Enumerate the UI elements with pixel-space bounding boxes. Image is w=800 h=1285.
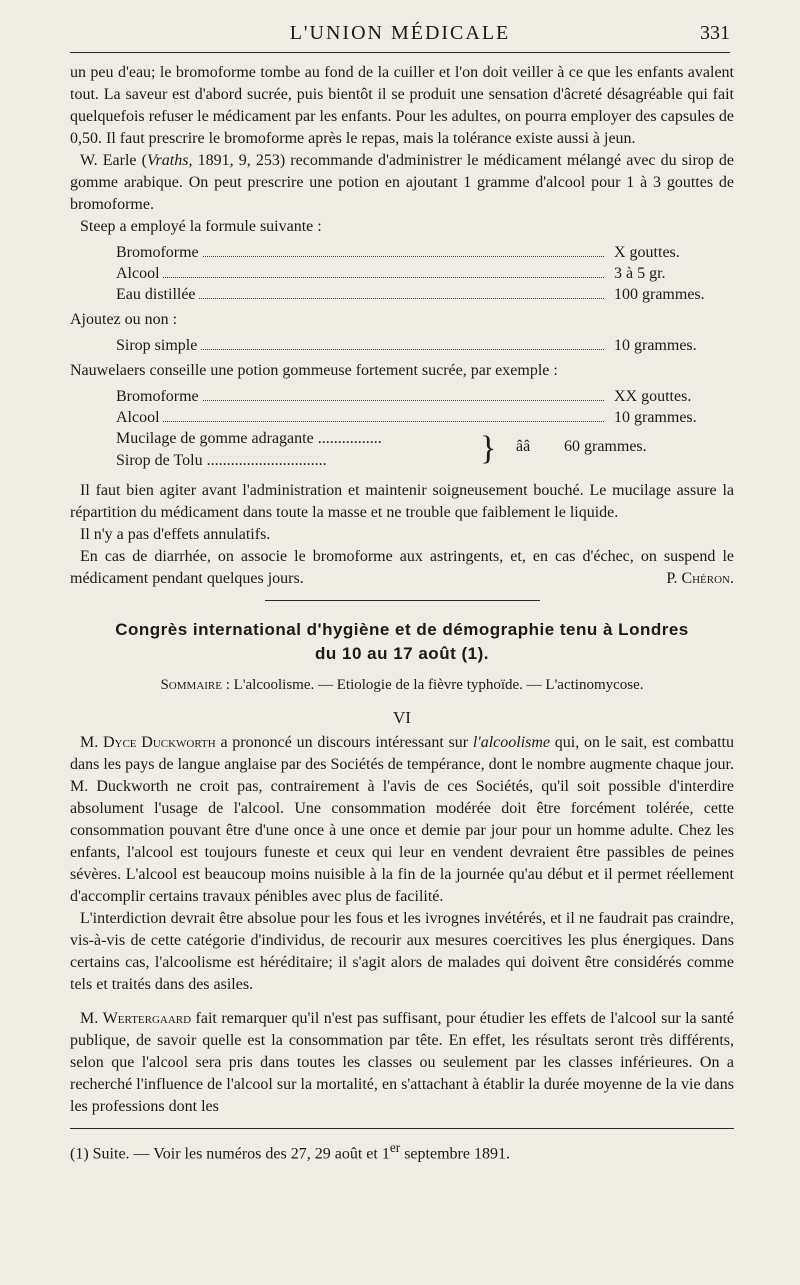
- section-title-line-2: du 10 au 17 août (1).: [315, 644, 489, 663]
- paragraph-wertergaard: [70, 1008, 734, 1118]
- ingredient-label: Alcool: [116, 409, 163, 426]
- ingredient-amount: XX gouttes.: [614, 388, 692, 405]
- footnote-rule: [70, 1128, 734, 1129]
- steep-intro: Steep a employé la formule suivante :: [80, 218, 322, 235]
- ana-abbreviation: ââ: [516, 438, 531, 455]
- summary-text: : L'alcoolisme. — Etiologie de la fièvre typhoïde. — L'actinomycose.: [221, 677, 644, 693]
- ingredient-amount: 10 grammes.: [614, 409, 697, 426]
- brace-line-1: [116, 428, 484, 449]
- summary-label: Sommaire: [160, 677, 222, 693]
- separator-line: [265, 600, 540, 601]
- ingredient-label: Eau distillée: [116, 286, 199, 303]
- ingredient-amount: X gouttes.: [614, 244, 680, 261]
- footnote: [70, 1137, 734, 1165]
- ingredient-amount: 10 grammes.: [614, 337, 697, 354]
- page-number: 331: [700, 22, 730, 44]
- author-name: Dyce Duckworth: [102, 734, 216, 751]
- signature: P. Chéron.: [666, 570, 734, 587]
- paragraph-diarrhee: En cas de diarrhée, on associe le bromoforme aux astringents, et, en cas d'échec, on suspend le médicament pendant quelques jours.: [70, 548, 734, 587]
- ingredient-amount: 100 grammes.: [614, 286, 705, 303]
- page-body: [70, 62, 734, 1165]
- formula-row: [70, 407, 734, 428]
- ingredient-label: Bromoforme: [116, 388, 202, 405]
- leader-dots: [116, 421, 604, 422]
- formula-row: [70, 335, 734, 356]
- section-title-line-1: Congrès international d'hygiène et de démographie tenu à Londres: [115, 620, 689, 639]
- paragraph-agiter: Il faut bien agiter avant l'administration et maintenir soigneusement bouché. Le mucilage assure la répartition du médicament dans toute la masse et ne trouble que faiblement le liquide.: [70, 482, 734, 521]
- summary: [70, 674, 734, 696]
- ingredient-amount: 60 grammes.: [564, 438, 647, 455]
- formula-row: [70, 242, 734, 263]
- running-header: [70, 18, 730, 53]
- ingredient-label: Bromoforme: [116, 244, 202, 261]
- ingredient-amount: 3 à 5 gr.: [614, 265, 666, 282]
- formula-nauwelaers: [70, 386, 734, 472]
- footnote-text: (1) Suite. — Voir les numéros des 27, 29 août et 1: [70, 1145, 390, 1163]
- earle-rest: 1891, 9, 253) recommande d'administrer le médicament mélangé avec du sirop de gomme arabique. On peut prescrire une potion en ajoutant 1 gramme d'alcool pour 1 à 3 gouttes de bromoforme.: [70, 152, 734, 213]
- text-run: M.: [80, 1010, 103, 1027]
- leader-dots: ..............................: [202, 452, 327, 469]
- earle-lead: W. Earle (: [80, 152, 147, 169]
- journal-title: L'UNION MÉDICALE: [289, 22, 511, 44]
- formula-row: [70, 284, 734, 305]
- paragraph-annulatifs: Il n'y a pas d'effets annulatifs.: [80, 526, 271, 543]
- ingredient-label: Sirop de Tolu: [116, 452, 203, 469]
- paragraph-1: un peu d'eau; le bromoforme tombe au fond de la cuiller et l'on doit veiller à ce que les enfants avalent tout. La saveur est d'abord sucrée, puis bientôt il se produit une sensation d'âcreté désagréable qui fait quelquefois refuser le médicament par les enfants. Pour les adultes, on pourra employer des capsules de 0,50. Il faut prescrire le bromoforme après le repas, mais la tolérance existe aussi à jeun.: [70, 64, 734, 147]
- formula-sirop: [70, 335, 734, 356]
- paragraph-earle: [70, 150, 734, 216]
- section-separator: [70, 590, 734, 618]
- text-run: M.: [80, 734, 103, 751]
- formula-steep: [70, 242, 734, 305]
- text-run: fait remarquer qu'il n'est pas suffisant, pour étudier les effets de l'alcool sur la santé publique, de savoir quelle est la consommation par tête. En effet, les résultats seront très différents, selon que l'alcool sera pris dans toutes les classes ou seulement par les classes inférieures. On a recherché l'influence de l'alcool sur la mortalité, en s'attachant à établir la durée moyenne de la vie dans les professions dont les: [70, 1010, 735, 1115]
- ingredient-label: Sirop simple: [116, 337, 200, 354]
- ingredient-label: Mucilage de gomme adragante: [116, 430, 314, 447]
- leader-dots: [116, 277, 604, 278]
- nauwelaers-intro: Nauwelaers conseille une potion gommeuse fortement sucrée, par exemple :: [70, 362, 558, 379]
- earle-journal: Vraths,: [146, 152, 193, 169]
- section-number: VI: [393, 708, 411, 727]
- formula-row: [70, 386, 734, 407]
- footnote-sup: er: [389, 1140, 401, 1155]
- paragraph-interdiction: L'interdiction devrait être absolue pour les fous et les ivrognes invétérés, et il ne faudrait pas craindre, vis-à-vis de cette catégorie d'individus, de recourir aux mesures coercitives les plus énergiques. Dans certains cas, l'alcoolisme est héréditaire; il s'agit alors de malades qui doivent être considérés comme tels et traités dans des asiles.: [70, 910, 734, 993]
- text-run: a prononcé un discours intéressant sur: [215, 734, 473, 751]
- text-run: qui, on le sait, est combattu dans les pays de langue anglaise par des Sociétés de tempérance, dont le nombre augmente chaque jour. M. Duckworth ne croit pas, contrairement à l'avis de ces Sociétés, qu'il soit possible d'interdire absolument l'usage de l'alcool. Une consommation modérée doit être forcément tolérée, cette consommation pouvant être d'une once à une once et demie par jour pour un homme adulte. Chez les enfants, l'alcool est toujours funeste et ceux qui leur en vendent devraient être passibles de peines sévères. L'alcool est beaucoup moins nuisible à la fin de la journée qu'au début et il permet réellement d'accomplir certains travaux pénibles avec plus de facilité.: [70, 734, 734, 905]
- curly-brace: }: [480, 430, 497, 467]
- topic-italic: l'alcoolisme: [472, 734, 551, 751]
- leader-dots: ................: [313, 430, 382, 447]
- formula-brace-group: [70, 428, 734, 472]
- brace-line-2: [116, 450, 484, 471]
- ingredient-label: Alcool: [116, 265, 163, 282]
- paragraph-duckworth: [70, 732, 734, 908]
- footnote-end: septembre 1891.: [400, 1145, 510, 1163]
- formula-row: [70, 263, 734, 284]
- ajoutez-line: Ajoutez ou non :: [70, 311, 178, 328]
- author-name: Wertergaard: [102, 1010, 192, 1027]
